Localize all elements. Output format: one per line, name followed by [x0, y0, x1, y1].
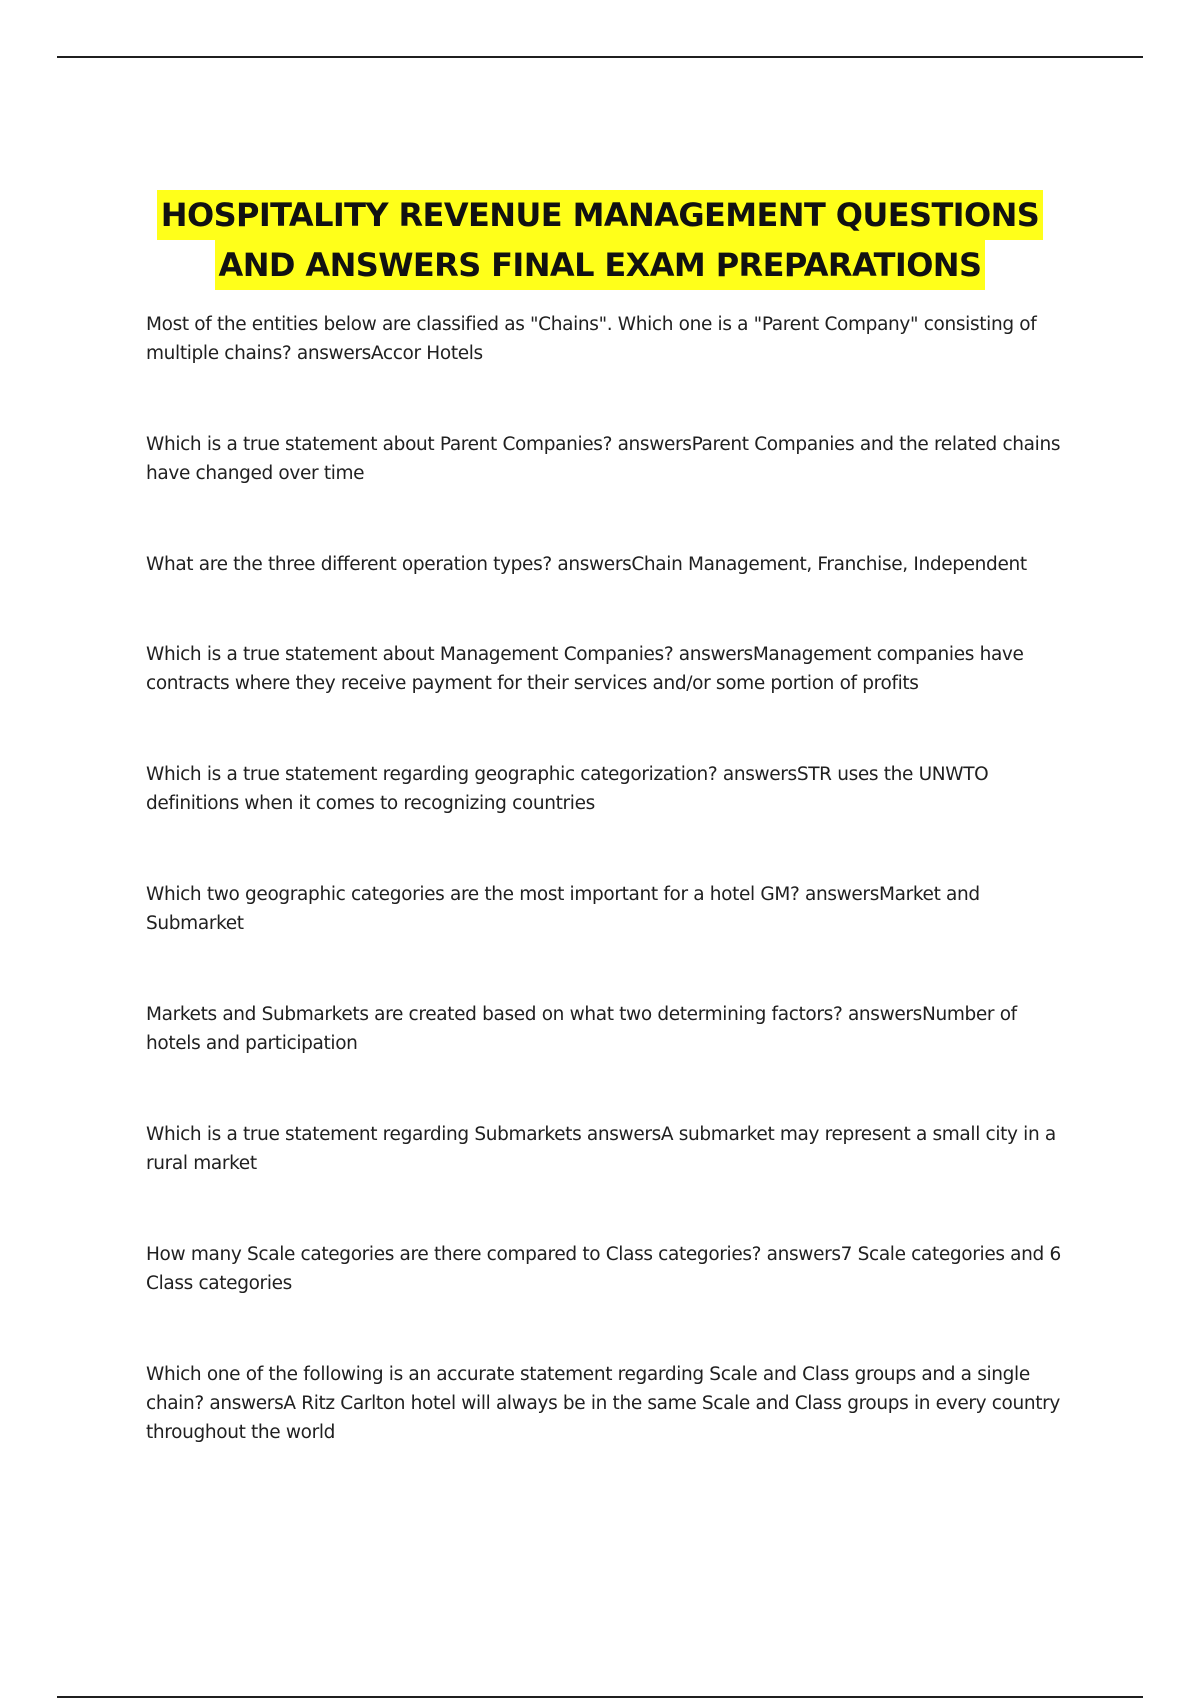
qa-item: Which is a true statement regarding geographic categorization? answersSTR uses the UNWTO definitions when it comes to recognizing countries — [146, 764, 989, 814]
title-line-1: HOSPITALITY REVENUE MANAGEMENT QUESTIONS — [157, 190, 1043, 240]
qa-item: Markets and Submarkets are created based on what two determining factors? answersNumber of hotels and participation — [146, 1004, 1017, 1054]
qa-item: Which two geographic categories are the most important for a hotel GM? answersMarket and Submarket — [146, 884, 980, 934]
qa-item: How many Scale categories are there compared to Class categories? answers7 Scale categories and 6 Class categories — [146, 1244, 1061, 1294]
qa-item: Which is a true statement regarding Submarkets answersA submarket may represent a small city in a rural market — [146, 1124, 1056, 1174]
top-divider — [57, 56, 1143, 58]
bottom-divider — [57, 1696, 1143, 1698]
qa-item: Which is a true statement about Management Companies? answersManagement companies have contracts where they receive payment for their services and/or some portion of profits — [146, 644, 1024, 694]
document-title — [0, 190, 1200, 290]
title-line-2: AND ANSWERS FINAL EXAM PREPARATIONS — [215, 240, 986, 290]
qa-item: Which is a true statement about Parent Companies? answersParent Companies and the related chains have changed over time — [146, 434, 1061, 484]
qa-item: What are the three different operation types? answersChain Management, Franchise, Independent — [146, 554, 1027, 575]
qa-item: Most of the entities below are classified as "Chains". Which one is a "Parent Company" consisting of multiple chains? answersAccor Hotels — [146, 314, 1037, 364]
qa-item: Which one of the following is an accurate statement regarding Scale and Class groups and a single chain? answersA Ritz Carlton hotel will always be in the same Scale and Class groups in every country throughout the world — [146, 1364, 1061, 1443]
